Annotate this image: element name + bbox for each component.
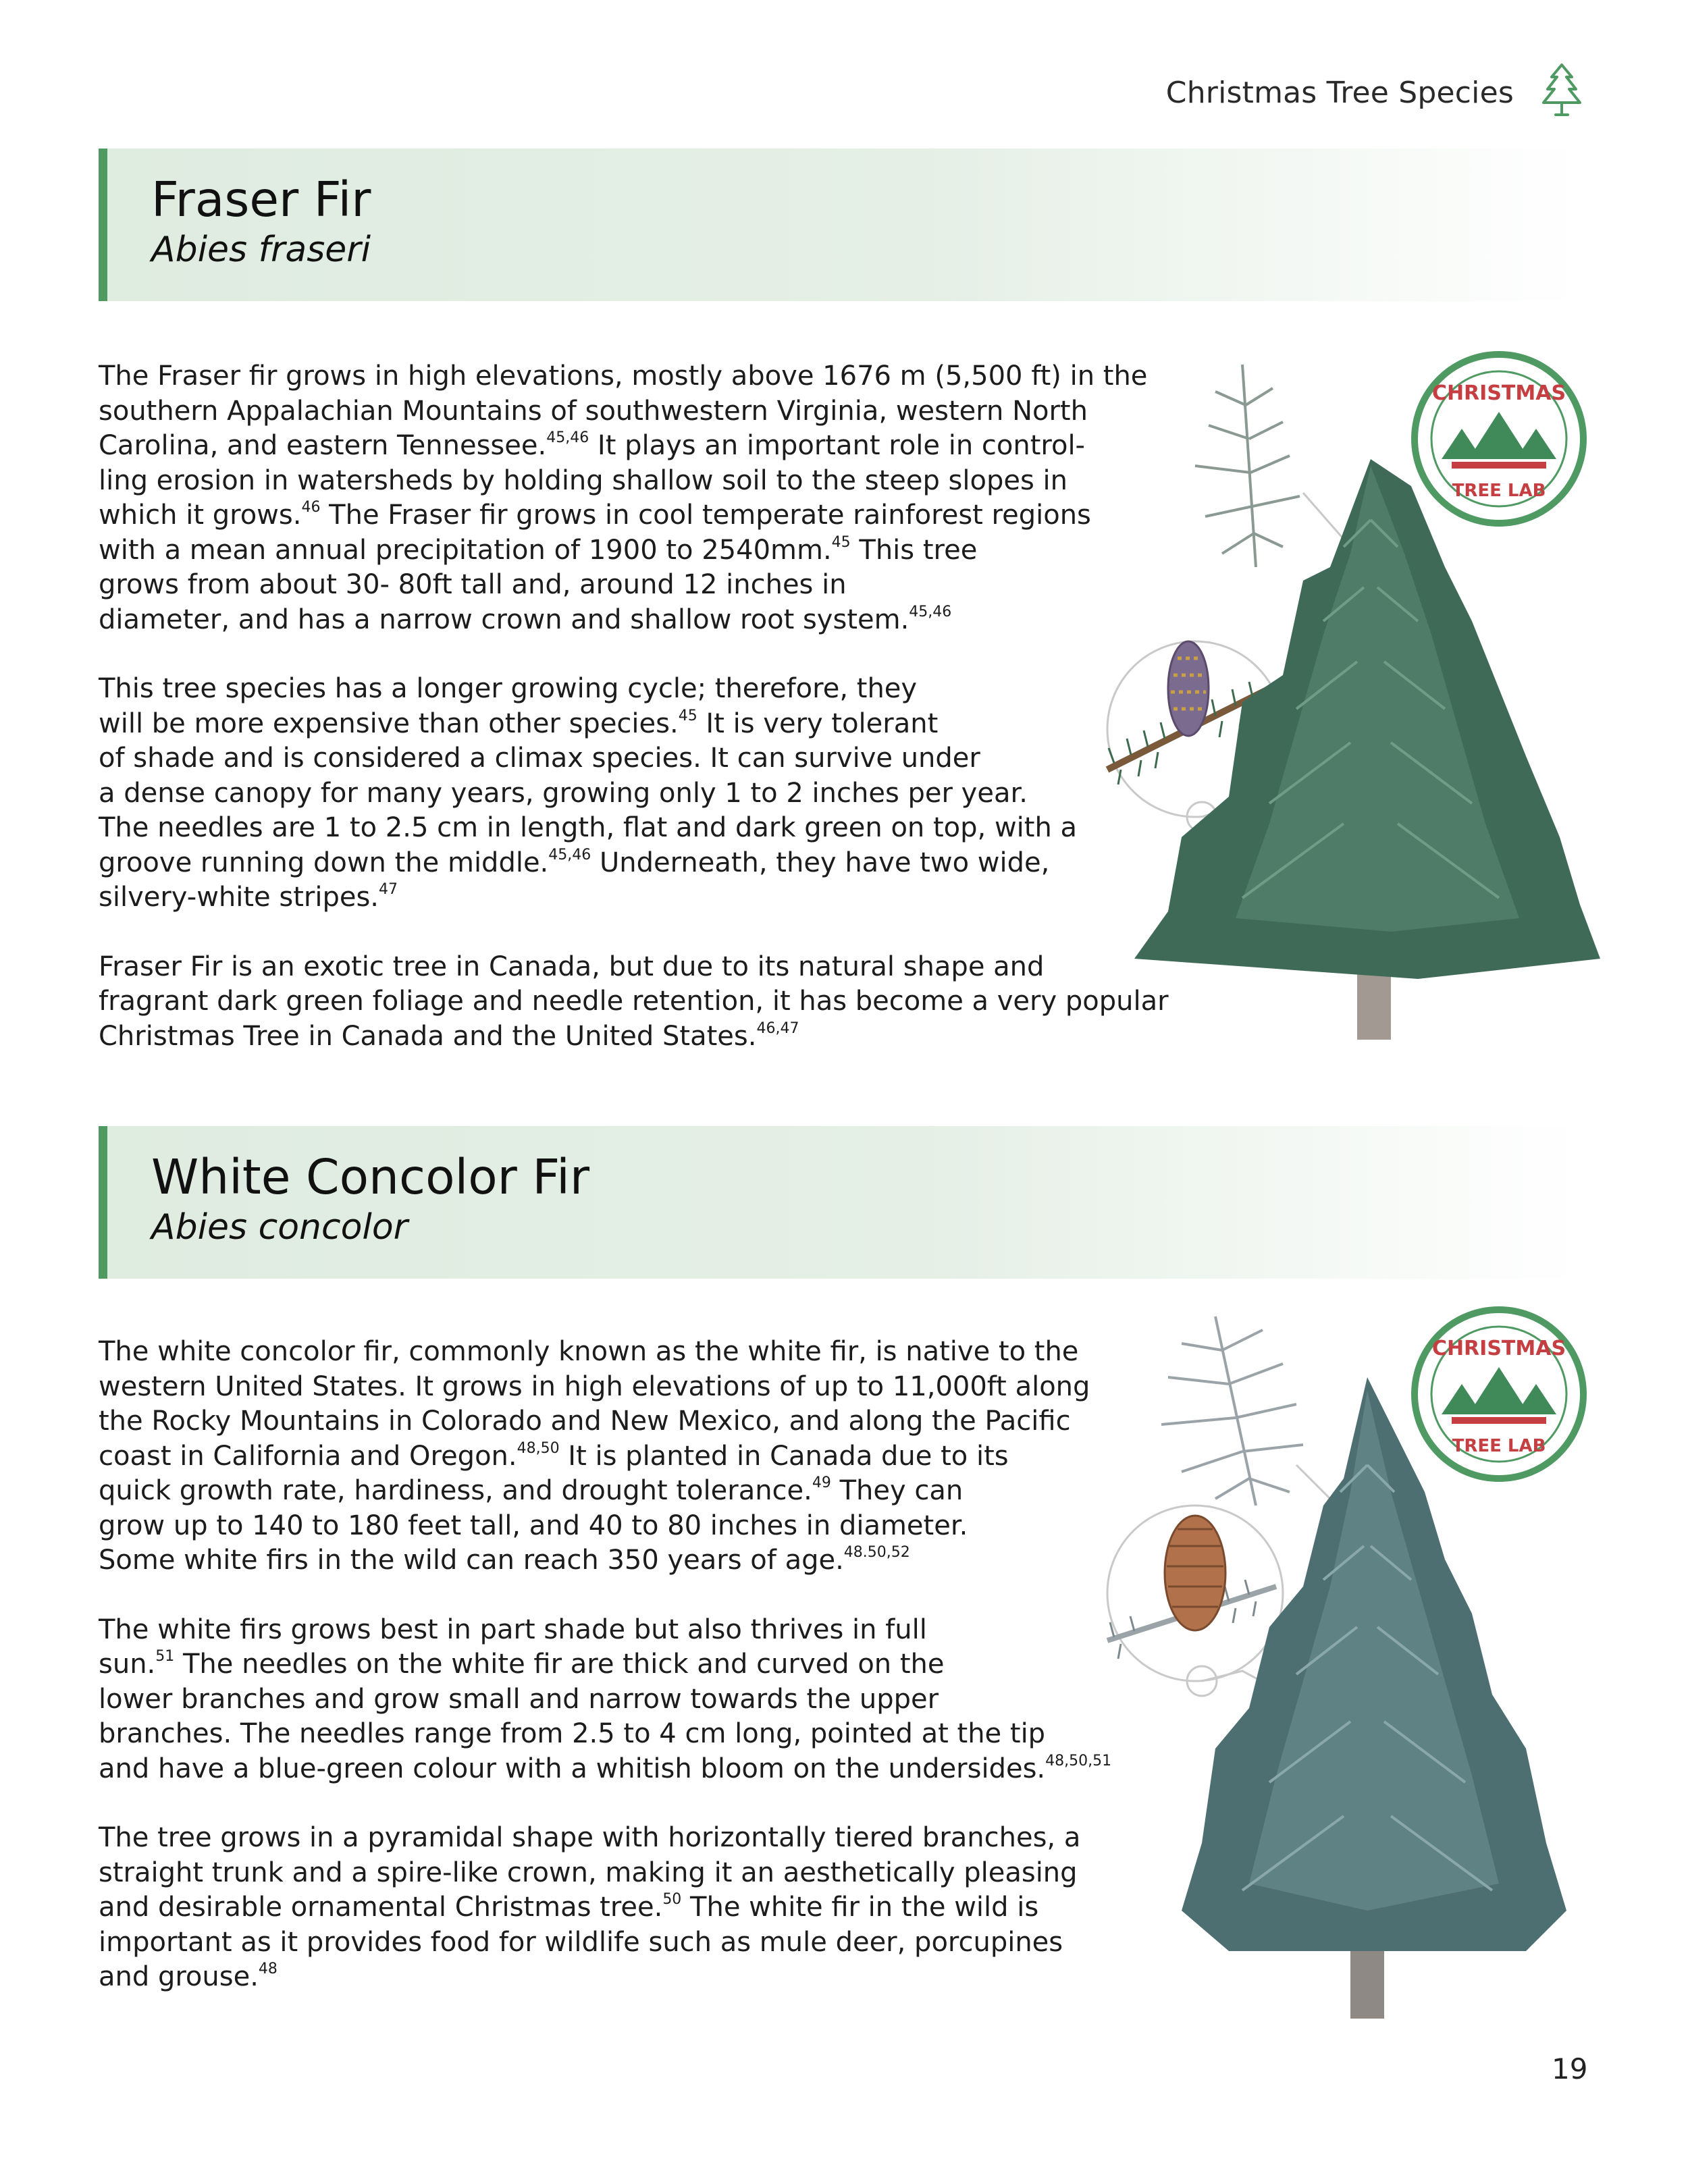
branch-sprig-icon (1161, 1316, 1303, 1506)
svg-text:TREE LAB: TREE LAB (1452, 1436, 1546, 1456)
text-line (99, 603, 1169, 638)
text-line (99, 1821, 1111, 1856)
pine-cone-icon (1165, 1516, 1225, 1630)
text-run: western United States. It grows in high elevations of up to 11,000ft along (99, 1370, 1090, 1402)
text-line (99, 846, 1169, 881)
text-run: a dense canopy for many years, growing only 1 to 2 inches per year. (99, 777, 1028, 809)
svg-text:TREE LAB: TREE LAB (1452, 481, 1546, 501)
paragraph-gap (99, 915, 1169, 950)
text-run: Carolina, and eastern Tennessee. (99, 430, 547, 461)
page-number: 19 (1552, 2052, 1588, 2085)
running-header-title: Christmas Tree Species (1165, 76, 1514, 110)
text-run: southern Appalachian Mountains of southwestern Virginia, western North (99, 395, 1088, 427)
text-run: and have a blue-green colour with a whitish bloom on the undersides. (99, 1753, 1046, 1784)
paragraph (99, 1821, 1111, 1995)
text-run: The needles are 1 to 2.5 cm in length, flat and dark green on top, with a (99, 812, 1078, 843)
citation-marker: 47 (379, 881, 398, 898)
text-line (99, 984, 1169, 1019)
scientific-name: Abies concolor (151, 1207, 408, 1248)
citation-marker: 48,50,51 (1045, 1752, 1112, 1769)
text-run: and desirable ornamental Christmas tree. (99, 1892, 663, 1923)
text-line (99, 880, 1169, 915)
text-line (99, 1647, 1111, 1682)
text-line (99, 359, 1169, 394)
text-run: It plays an important role in control- (589, 430, 1085, 461)
pine-cone-icon (1168, 641, 1209, 736)
text-run: lower branches and grow small and narrow towards the upper (99, 1683, 939, 1715)
text-line (99, 429, 1169, 464)
text-run: diameter, and has a narrow crown and shallow root system. (99, 604, 909, 635)
citation-marker: 45,46 (548, 846, 591, 863)
text-line (99, 672, 1169, 707)
text-run: This tree species has a longer growing cycle; therefore, they (99, 673, 918, 704)
text-line (99, 568, 1169, 603)
text-line (99, 950, 1169, 985)
text-line (99, 1890, 1111, 1925)
text-run: quick growth rate, hardiness, and drought tolerance. (99, 1475, 812, 1506)
text-run: and grouse. (99, 1961, 259, 1992)
text-line (99, 1439, 1111, 1474)
citation-marker: 45 (678, 707, 697, 724)
text-run: with a mean annual precipitation of 1900 to 2540mm. (99, 534, 832, 566)
text-line (99, 1613, 1111, 1648)
text-run: They can (830, 1475, 964, 1506)
citation-marker: 50 (662, 1891, 682, 1908)
citation-marker: 46,47 (756, 1019, 799, 1037)
text-run: The needles on the white fir are thick and curved on the (174, 1649, 945, 1680)
paragraph (99, 359, 1169, 637)
text-run: The Fraser fir grows in high elevations, mostly above 1676 m (5,500 ft) in the (99, 361, 1148, 392)
text-run: The tree grows in a pyramidal shape with horizontally tiered branches, a (99, 1822, 1081, 1853)
text-run: sun. (99, 1649, 156, 1680)
citation-marker: 45,46 (909, 603, 952, 620)
citation-marker: 45 (831, 533, 851, 551)
white-concolor-fir-illustration (1013, 1303, 1634, 2073)
citation-marker: 45,46 (546, 429, 589, 446)
text-line (99, 498, 1169, 533)
section-body-white-concolor-fir (99, 1335, 1111, 1995)
text-line (99, 1509, 1111, 1544)
text-line (99, 1856, 1111, 1891)
citation-marker: 49 (812, 1474, 831, 1491)
text-line (99, 1370, 1111, 1405)
text-run: Some white firs in the wild can reach 350 years of age. (99, 1545, 844, 1576)
paragraph-gap (99, 1786, 1111, 1821)
text-line (99, 1717, 1111, 1752)
cone-inset (1107, 1506, 1283, 1681)
text-line (99, 1474, 1111, 1509)
citation-marker: 48 (258, 1961, 278, 1977)
text-run: It is very tolerant (697, 708, 939, 739)
text-line (99, 1960, 1111, 1995)
text-run: The white fir in the wild is (681, 1892, 1039, 1923)
section-banner-fraser-fir (99, 149, 1584, 301)
text-line (99, 776, 1169, 811)
text-line (99, 464, 1169, 499)
svg-text:CHRISTMAS: CHRISTMAS (1431, 381, 1566, 405)
text-run: silvery-white stripes. (99, 882, 379, 913)
text-run: important as it provides food for wildlife such as mule deer, porcupines (99, 1926, 1063, 1958)
text-run: It is planted in Canada due to its (559, 1440, 1009, 1472)
text-run: Christmas Tree in Canada and the United States. (99, 1020, 757, 1052)
text-line (99, 1019, 1169, 1055)
text-run: will be more expensive than other species. (99, 708, 679, 739)
text-run: The white firs grows best in part shade but also thrives in full (99, 1614, 927, 1645)
text-line (99, 741, 1169, 776)
citation-marker: 48.50,52 (843, 1544, 910, 1561)
text-line (99, 533, 1169, 568)
pine-tree-icon (1539, 62, 1584, 119)
text-line (99, 1682, 1111, 1717)
paragraph-gap (99, 1578, 1111, 1613)
text-run: Underneath, they have two wide, (591, 847, 1050, 878)
text-line (99, 707, 1169, 742)
section-title: Fraser Fir (151, 171, 371, 228)
text-line (99, 394, 1169, 429)
citation-marker: 46 (301, 499, 321, 516)
branch-sprig-icon (1195, 365, 1300, 567)
text-run: straight trunk and a spire-like crown, making it an aesthetically pleasing (99, 1857, 1078, 1888)
christmas-tree-lab-logo (1415, 1310, 1583, 1479)
section-title: White Concolor Fir (151, 1149, 590, 1205)
text-run: grows from about 30- 80ft tall and, around 12 inches in (99, 569, 847, 600)
text-line (99, 1925, 1111, 1961)
paragraph (99, 950, 1169, 1055)
text-run: The white concolor fir, commonly known as the white fir, is native to the (99, 1336, 1079, 1367)
text-run: the Rocky Mountains in Colorado and New Mexico, and along the Pacific (99, 1406, 1071, 1437)
citation-marker: 51 (155, 1648, 175, 1665)
fraser-fir-illustration (1013, 351, 1634, 1094)
text-run: ling erosion in watersheds by holding shallow soil to the steep slopes in (99, 464, 1067, 496)
citation-marker: 48,50 (517, 1439, 560, 1457)
paragraph (99, 1613, 1111, 1787)
paragraph (99, 1335, 1111, 1578)
text-run: The Fraser fir grows in cool temperate rainforest regions (320, 500, 1091, 531)
paragraph-gap (99, 637, 1169, 672)
text-run: branches. The needles range from 2.5 to 4 cm long, pointed at the tip (99, 1718, 1046, 1749)
text-line (99, 1543, 1111, 1578)
text-run: This tree (850, 534, 978, 566)
text-run: of shade and is considered a climax species. It can survive under (99, 743, 980, 774)
text-line (99, 1335, 1111, 1370)
text-run: groove running down the middle. (99, 847, 549, 878)
section-body-fraser-fir (99, 359, 1169, 1054)
text-line (99, 811, 1169, 846)
text-run: fragrant dark green foliage and needle retention, it has become a very popular (99, 986, 1169, 1017)
text-line (99, 1752, 1111, 1787)
section-banner-white-concolor-fir (99, 1126, 1584, 1279)
scientific-name: Abies fraseri (151, 230, 371, 270)
text-run: grow up to 140 to 180 feet tall, and 40 to 80 inches in diameter. (99, 1510, 968, 1541)
christmas-tree-lab-logo (1415, 354, 1583, 523)
text-line (99, 1404, 1111, 1439)
paragraph (99, 672, 1169, 915)
text-run: which it grows. (99, 500, 302, 531)
text-run: coast in California and Oregon. (99, 1440, 517, 1472)
text-run: Fraser Fir is an exotic tree in Canada, but due to its natural shape and (99, 951, 1045, 982)
svg-text:CHRISTMAS: CHRISTMAS (1431, 1337, 1566, 1360)
